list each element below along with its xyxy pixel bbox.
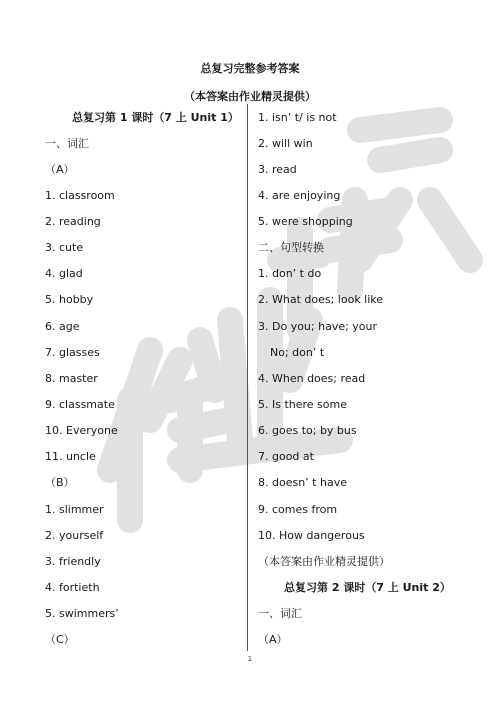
answer-item: 1. slimmer — [45, 503, 104, 516]
answer-item: 2. will win — [258, 137, 313, 150]
answer-item: 9. classmate — [45, 398, 115, 411]
answer-item: 7. good at — [258, 450, 314, 463]
part-label: （C） — [45, 633, 75, 646]
document-title: 总复习完整参考答案 — [200, 62, 300, 75]
answer-item: 5. Is there some — [258, 398, 348, 411]
answer-item: 1. classroom — [45, 189, 115, 202]
answer-item: 4. When does; read — [258, 372, 366, 385]
part-label: （A） — [258, 633, 288, 646]
answer-item: 4. glad — [45, 267, 83, 280]
answer-item: 2. reading — [45, 215, 101, 228]
answer-item: 7. glasses — [45, 346, 100, 359]
answer-item: 1. isn’ t/ is not — [258, 111, 337, 124]
answer-item: 11. uncle — [45, 450, 96, 463]
subsection-heading: 一、词汇 — [258, 607, 302, 620]
page-number: 1 — [247, 655, 253, 663]
section-heading: 总复习第 2 课时（7 上 Unit 2） — [284, 581, 451, 594]
answer-item: 2. What does; look like — [258, 293, 384, 306]
answer-item: 10. Everyone — [45, 424, 118, 437]
document-subtitle: （本答案由作业精灵提供） — [184, 90, 316, 103]
answer-item: 5. swimmers’ — [45, 607, 119, 620]
answer-item: 3. cute — [45, 241, 84, 254]
answer-item: 9. comes from — [258, 503, 338, 516]
source-note: （本答案由作业精灵提供） — [258, 555, 390, 568]
subsection-heading: 二、句型转换 — [258, 241, 324, 254]
answer-item: 8. doesn’ t have — [258, 476, 347, 489]
answer-item: 5. hobby — [45, 293, 94, 306]
answer-item-continuation: No; don’ t — [270, 346, 325, 359]
answer-item: 3. Do you; have; your — [258, 320, 378, 333]
part-label: （A） — [45, 163, 75, 176]
section-heading: 总复习第 1 课时（7 上 Unit 1） — [72, 111, 239, 124]
answer-item: 4. fortieth — [45, 581, 100, 594]
answer-item: 6. age — [45, 320, 80, 333]
answer-item: 8. master — [45, 372, 98, 385]
answer-item: 3. friendly — [45, 555, 101, 568]
part-label: （B） — [45, 476, 75, 489]
answer-item: 2. yourself — [45, 529, 104, 542]
answer-item: 1. don’ t do — [258, 267, 322, 280]
answer-item: 3. read — [258, 163, 297, 176]
answer-item: 5. were shopping — [258, 215, 353, 228]
answer-item: 4. are enjoying — [258, 189, 341, 202]
column-divider — [247, 104, 248, 651]
answer-item: 6. goes to; by bus — [258, 424, 357, 437]
answer-item: 10. How dangerous — [258, 529, 365, 542]
subsection-heading: 一、词汇 — [45, 137, 89, 150]
